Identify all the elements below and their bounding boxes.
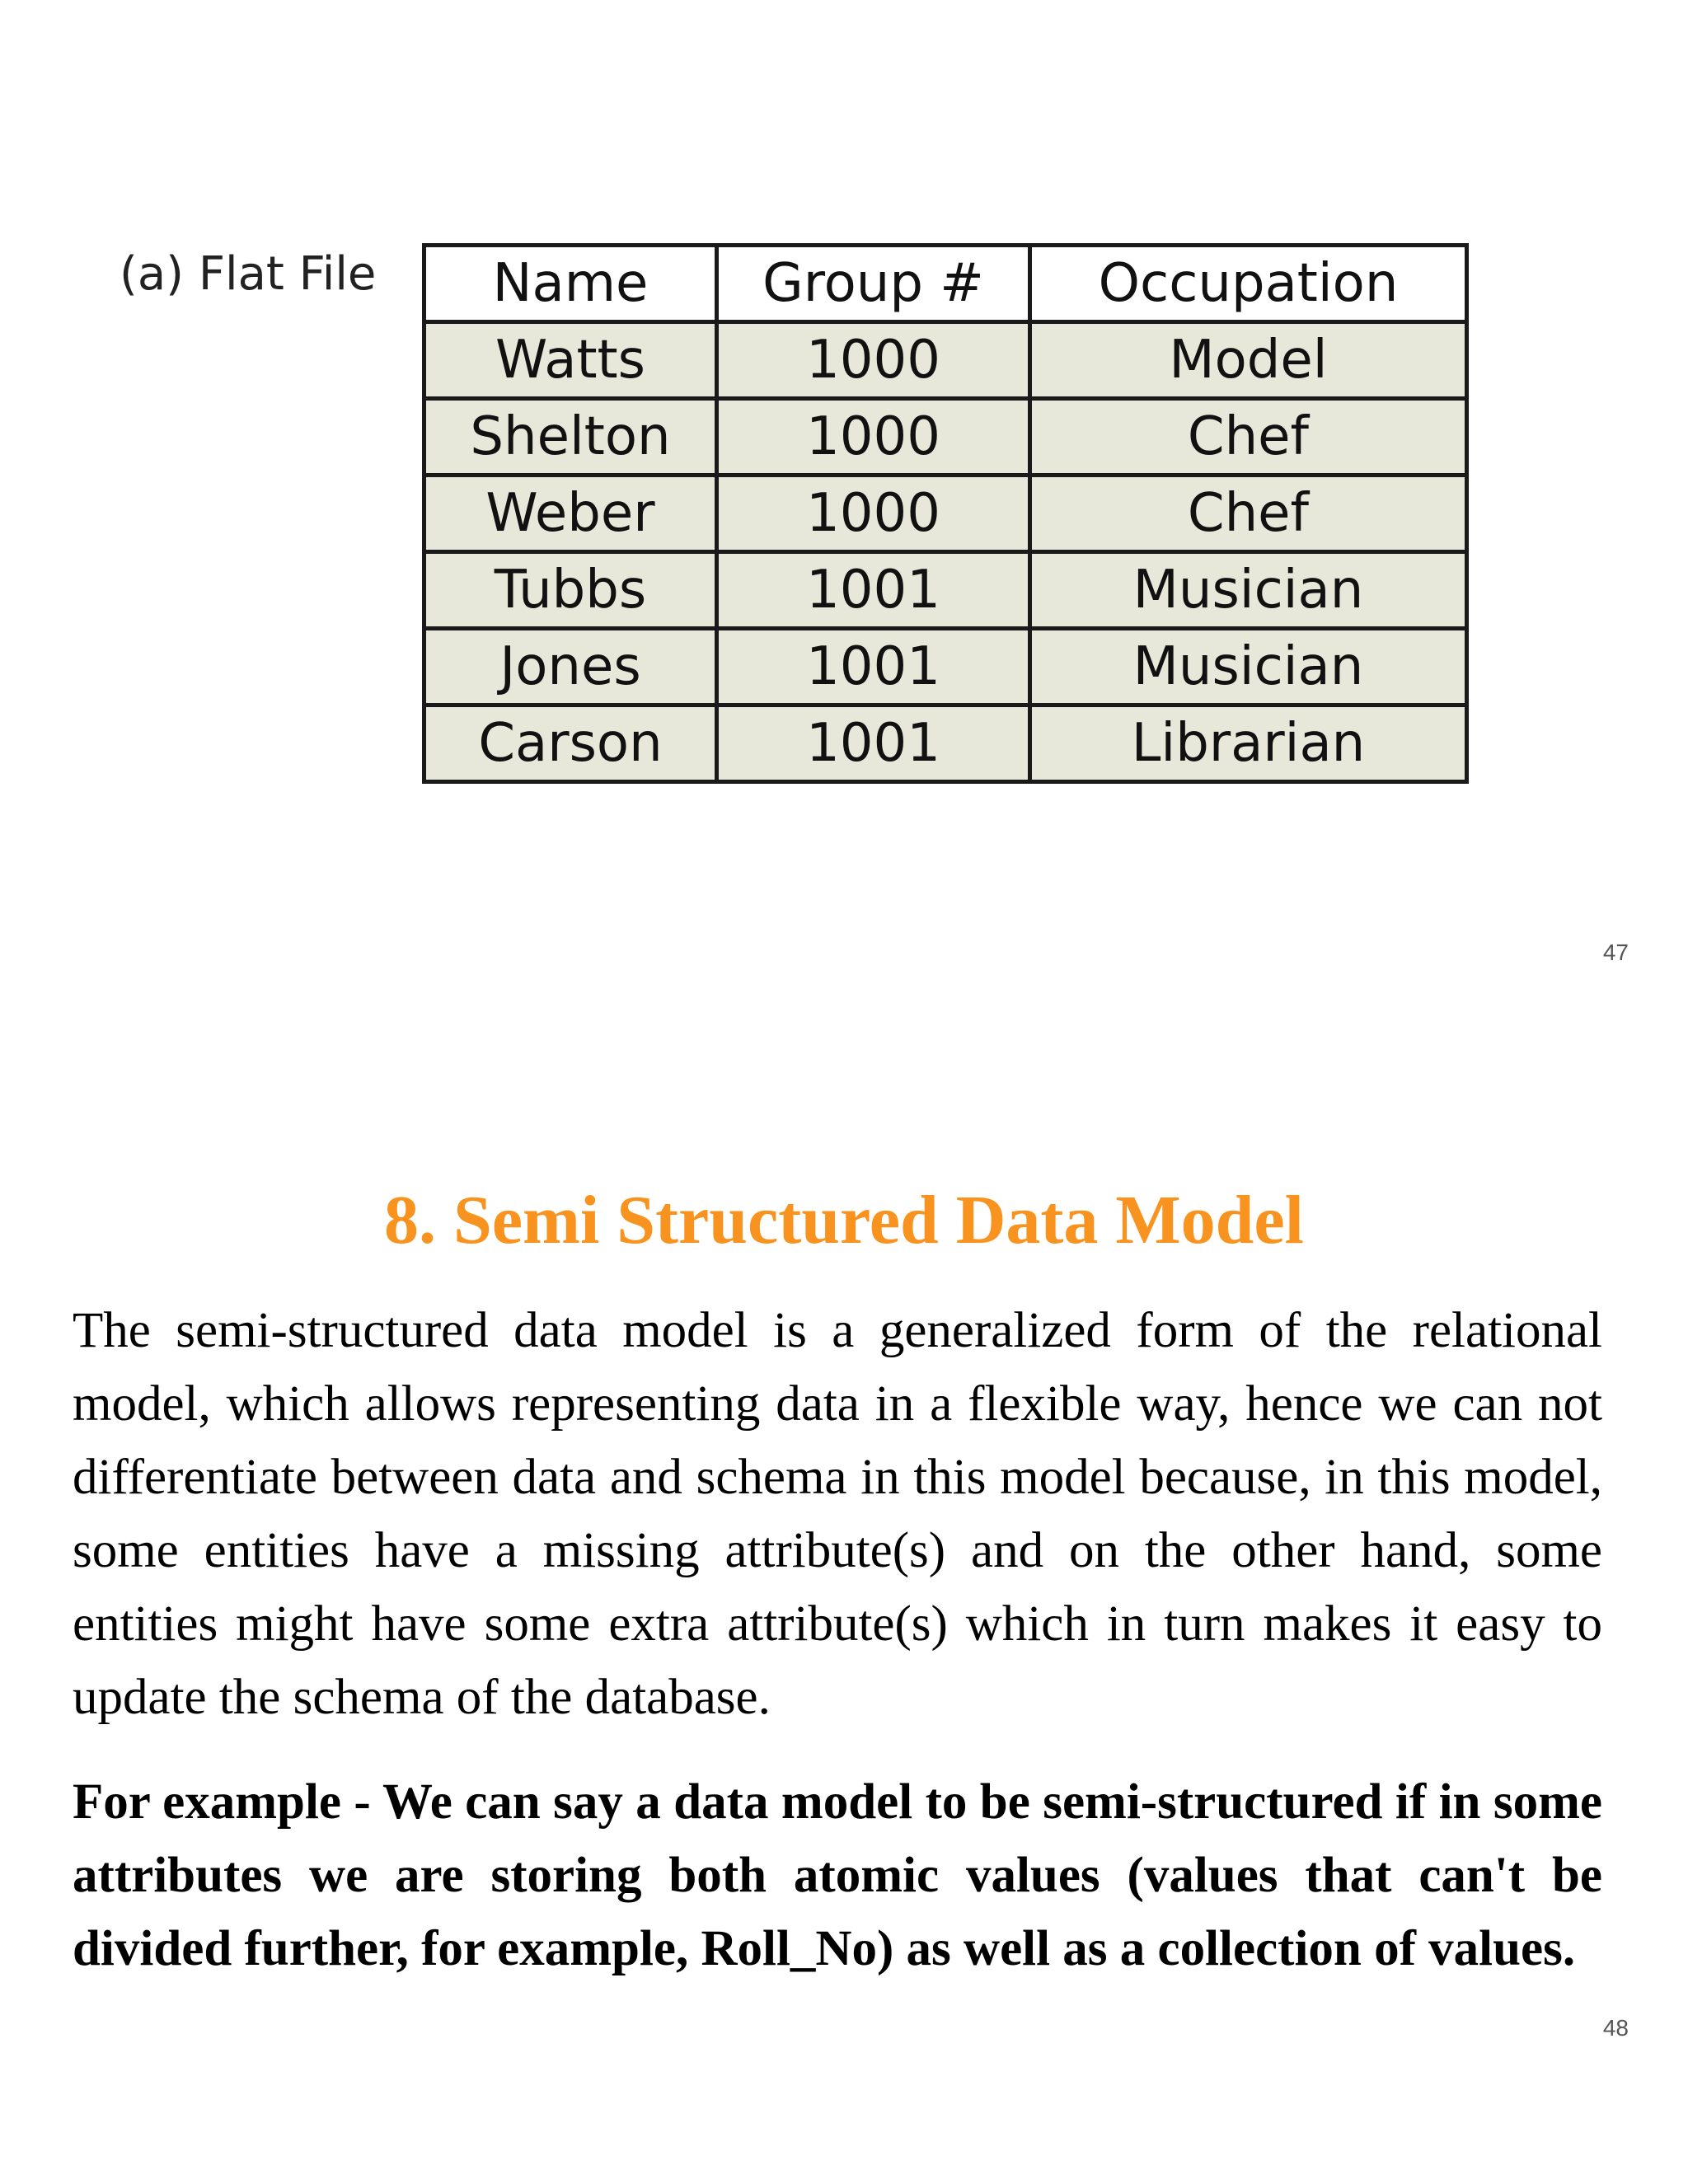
flat-file-table (422, 243, 1469, 784)
header-name: Name (424, 246, 717, 322)
cell-group: 1000 (717, 399, 1030, 476)
cell-name: Tubbs (424, 552, 717, 629)
page-number: 48 (1602, 2015, 1629, 2041)
cell-occupation: Musician (1030, 552, 1467, 629)
example-paragraph: For example - We can say a data model to be semi-structured if in some attributes we are storing both atomic values (values that can't be divided further, for example, Roll_No) as well as a collection of values. (73, 1774, 1602, 1976)
section-title: 8. Semi Structured Data Model (384, 1182, 1304, 1258)
cell-group: 1000 (717, 322, 1030, 399)
cell-name: Weber (424, 476, 717, 552)
cell-occupation: Chef (1030, 476, 1467, 552)
cell-name: Jones (424, 629, 717, 705)
cell-group: 1001 (717, 705, 1030, 782)
table-row (424, 476, 1467, 552)
slide-48 (0, 1038, 1688, 2184)
body-paragraph: The semi-structured data model is a generalized form of the relational model, which allows representing data in a flexible way, hence we can not differentiate between data and schema in this model because, in this model, some entities have a missing attribute(s) and on the other hand, some entities might have some extra attribute(s) which in turn makes it easy to update the schema of the database. (73, 1303, 1602, 1725)
table-row (424, 705, 1467, 782)
page-number: 47 (1602, 940, 1629, 965)
table-row (424, 552, 1467, 629)
slide-47 (0, 0, 1688, 1038)
header-occupation: Occupation (1030, 246, 1467, 322)
cell-name: Watts (424, 322, 717, 399)
cell-group: 1001 (717, 552, 1030, 629)
cell-name: Shelton (424, 399, 717, 476)
table-row (424, 399, 1467, 476)
table-caption: (a) Flat File (120, 247, 377, 301)
table-header-row (424, 246, 1467, 322)
cell-group: 1000 (717, 476, 1030, 552)
cell-group: 1001 (717, 629, 1030, 705)
cell-occupation: Musician (1030, 629, 1467, 705)
cell-occupation: Librarian (1030, 705, 1467, 782)
cell-occupation: Chef (1030, 399, 1467, 476)
cell-occupation: Model (1030, 322, 1467, 399)
table-row (424, 629, 1467, 705)
cell-name: Carson (424, 705, 717, 782)
table-row (424, 322, 1467, 399)
header-group: Group # (717, 246, 1030, 322)
